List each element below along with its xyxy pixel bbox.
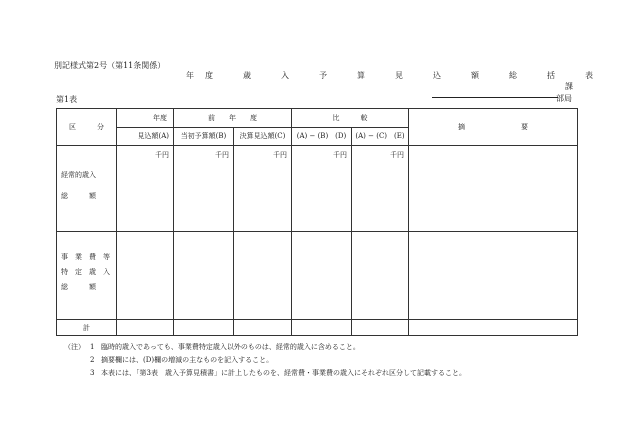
data-cell xyxy=(117,320,174,336)
row-project-line1: 事 業 費 等 xyxy=(61,253,110,261)
unit-cell xyxy=(352,146,409,232)
division-underline xyxy=(432,97,558,98)
header-kubun-label: 区 分 xyxy=(69,123,104,131)
unit-label: 千円 xyxy=(215,151,229,159)
unit-label: 千円 xyxy=(155,151,169,159)
data-cell xyxy=(234,320,292,336)
unit-label: 千円 xyxy=(273,151,287,159)
header-prev-initial xyxy=(174,127,234,146)
header-compare-ac xyxy=(352,127,409,146)
header-compare-label: 比 較 xyxy=(332,113,368,122)
summary-cell xyxy=(409,146,578,232)
table-row-regular xyxy=(57,146,578,232)
row-project-line3: 総 額 xyxy=(61,283,96,291)
summary-table xyxy=(56,108,578,336)
summary-cell xyxy=(409,232,578,320)
department-label: 部局 xyxy=(556,94,572,103)
header-compare-ab-label: (A) − (B) (D) xyxy=(296,132,347,141)
note-3-text: 本表には、「第3表 歳入予算見積書」に計上したものを、経常費・事業費の歳入にそれぞれ区分して記載すること。 xyxy=(101,369,466,377)
note-1-text: 臨時的歳入であっても、事業費特定歳入以外のものは、経常的歳入に含めること。 xyxy=(101,343,360,351)
data-cell xyxy=(174,320,234,336)
unit-label: 千円 xyxy=(333,151,347,159)
table-number: 第1表 xyxy=(56,95,78,104)
header-prev-initial-label: 当初予算額(B) xyxy=(180,132,227,141)
data-cell xyxy=(352,320,409,336)
header-compare xyxy=(292,109,409,128)
table-row-total xyxy=(57,320,578,336)
header-col1-top-label: 年度 xyxy=(153,113,167,122)
header-summary-label: 摘 要 xyxy=(458,123,528,131)
page-title: 年度 歳 入 予 算 見 込 額 総 括 表 xyxy=(186,71,604,80)
header-prev-year-label: 前 年 度 xyxy=(208,113,257,122)
unit-cell xyxy=(117,146,174,232)
summary-cell xyxy=(409,320,578,336)
data-cell xyxy=(292,320,352,336)
data-cell xyxy=(234,232,292,320)
header-col1-bottom xyxy=(117,127,174,146)
division-label: 課 xyxy=(565,82,573,91)
unit-cell xyxy=(292,146,352,232)
row-label-project xyxy=(57,232,117,320)
form-id: 別記様式第2号（第11条関係） xyxy=(54,61,166,70)
header-compare-ac-label: (A) − (C) (E) xyxy=(355,132,405,141)
data-cell xyxy=(117,232,174,320)
header-summary xyxy=(409,109,578,146)
header-col1-top xyxy=(117,109,174,128)
note-2-number: 2 xyxy=(90,356,95,364)
header-kubun xyxy=(57,109,117,146)
note-3-number: 3 xyxy=(90,369,95,377)
row-total-label: 計 xyxy=(83,323,90,332)
unit-label: 千円 xyxy=(390,151,404,159)
row-regular-line1: 経常的歳入 xyxy=(61,171,96,179)
row-label-regular xyxy=(57,146,117,232)
unit-cell xyxy=(234,146,292,232)
unit-cell xyxy=(174,146,234,232)
notes-label: （注） xyxy=(64,343,85,351)
note-2-text: 摘要欄には、(D)欄の増減の主なものを記入すること。 xyxy=(101,356,274,364)
table-row-project xyxy=(57,232,578,320)
data-cell xyxy=(174,232,234,320)
header-prev-year xyxy=(174,109,292,128)
note-1-number: 1 xyxy=(90,343,95,351)
header-prev-settlement-label: 決算見込額(C) xyxy=(239,132,286,141)
data-cell xyxy=(352,232,409,320)
header-col1-bottom-label: 見込額(A) xyxy=(137,132,169,141)
row-project-line2: 特 定 歳 入 xyxy=(61,268,110,276)
data-cell xyxy=(292,232,352,320)
header-prev-settlement xyxy=(234,127,292,146)
row-regular-line2: 総 額 xyxy=(61,192,96,200)
row-label-total xyxy=(57,320,117,336)
header-compare-ab xyxy=(292,127,352,146)
